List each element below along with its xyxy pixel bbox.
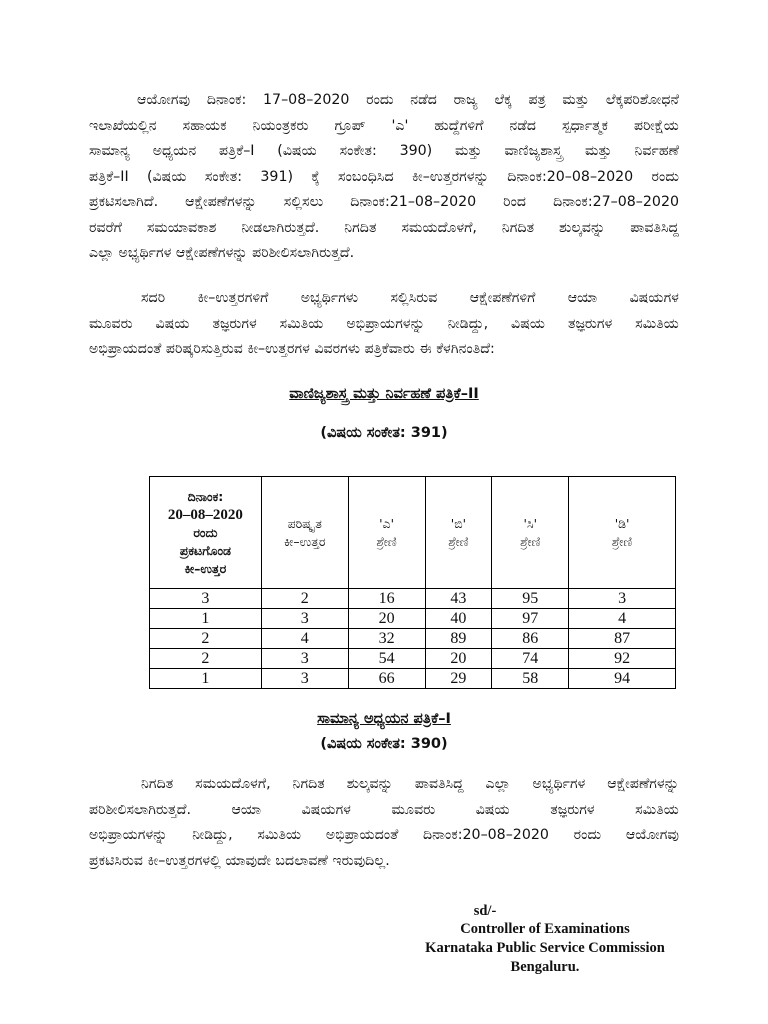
- header-series-d: 'ಡಿ' ಶ್ರೇಣಿ: [569, 477, 676, 589]
- text-line: ಪ್ರಕಟಿಸಿರುವ ಕೀ–ಉತ್ತರಗಳಲ್ಲಿ ಯಾವುದೇ ಬದಲಾವಣೆ ಇರುವುದಿಲ್ಲ.: [89, 852, 390, 869]
- revised-key-table: [149, 476, 676, 689]
- signatory-organization: Karnataka Public Service Commission: [425, 940, 665, 956]
- table-cell: 66: [348, 669, 425, 689]
- table-cell: 40: [425, 609, 492, 629]
- table-cell: 43: [425, 589, 492, 609]
- table-cell: 3: [261, 609, 348, 629]
- table-cell: 20: [425, 649, 492, 669]
- table-cell: 16: [348, 589, 425, 609]
- text-line: ಅಭಿಪ್ರಾಯಗಳನ್ನು ನೀಡಿದ್ದು, ಸಮಿತಿಯ ಅಭಿಪ್ರಾಯದಂತೆ ದಿನಾಂಕ:20–08–2020 ರಂದು ಆಯೋಗವು: [89, 827, 679, 843]
- header-series-b: 'ಬಿ' ಶ್ರೇಣಿ: [425, 477, 492, 589]
- objections-paragraph: [89, 286, 679, 363]
- table-cell: 89: [425, 629, 492, 649]
- table-cell: 3: [261, 669, 348, 689]
- table-row: [150, 649, 676, 669]
- table-cell: 20: [348, 609, 425, 629]
- intro-paragraph: [89, 88, 679, 267]
- subject-code-391: (ವಿಷಯ ಸಂಕೇತ: 391): [320, 425, 448, 441]
- text-line: ಆಯೋಗವು ದಿನಾಂಕ: 17–08–2020 ರಂದು ನಡೆದ ರಾಜ್ಯ ಲೆಕ್ಕ ಪತ್ರ ಮತ್ತು ಲೆಕ್ಕಪರಿಶೋಧನೆ: [137, 92, 679, 108]
- signatory-city: Bengaluru.: [510, 959, 580, 975]
- table-cell: 92: [569, 649, 676, 669]
- text-line: ಪತ್ರಿಕೆ–II (ವಿಷಯ ಸಂಕೇತ: 391) ಕ್ಕೆ ಸಂಬಂಧಿಸಿದ ಕೀ–ಉತ್ತರಗಳನ್ನು ದಿನಾಂಕ:20–08–2020 ರಂದು: [89, 168, 679, 185]
- subject-code-390: (ವಿಷಯ ಸಂಕೇತ: 390): [320, 736, 448, 752]
- table-row: [150, 669, 676, 689]
- text-line: ರವರೆಗೆ ಸಮಯಾವಕಾಶ ನೀಡಲಾಗಿರುತ್ತದೆ. ನಿಗದಿತ ಸಮಯದೊಳಗೆ, ನಿಗದಿತ ಶುಲ್ಕವನ್ನು ಪಾವತಿಸಿದ್ದ: [89, 219, 679, 236]
- table-row: [150, 629, 676, 649]
- header-series-a: 'ಎ' ಶ್ರೇಣಿ: [348, 477, 425, 589]
- signature-mark: sd/-: [473, 903, 497, 919]
- table-row: [150, 609, 676, 629]
- header-revised-key: ಪರಿಷ್ಕೃತ ಕೀ–ಉತ್ತರ: [261, 477, 348, 589]
- table-row: [150, 589, 676, 609]
- table-cell: 32: [348, 629, 425, 649]
- text-line: ಸದರಿ ಕೀ–ಉತ್ತರಗಳಿಗೆ ಅಭ್ಯರ್ಥಿಗಳು ಸಲ್ಲಿಸಿರುವ ಆಕ್ಷೇಪಣೆಗಳಿಗೆ ಆಯಾ ವಿಷಯಗಳ: [141, 290, 679, 306]
- text-line: ಎಲ್ಲಾ ಅಭ್ಯರ್ಥಿಗಳ ಆಕ್ಷೇಪಣೆಗಳನ್ನು ಪರಿಶೀಲಿಸಲಾಗಿರುತ್ತದೆ.: [89, 245, 355, 261]
- text-line: ಅಭಿಪ್ರಾಯದಂತೆ ಪರಿಷ್ಕರಿಸುತ್ತಿರುವ ಕೀ–ಉತ್ತರಗಳ ವಿವರಗಳು ಪತ್ರಿಕೆವಾರು ಈ ಕೆಳಗಿನಂತಿದೆ:: [89, 341, 495, 357]
- text-line: ನಿಗದಿತ ಸಮಯದೊಳಗೆ, ನಿಗದಿತ ಶುಲ್ಕವನ್ನು ಪಾವತಿಸಿದ್ದ ಎಲ್ಲಾ ಅಭ್ಯರ್ಥಿಗಳ ಆಕ್ಷೇಪಣೆಗಳನ್ನು: [141, 776, 679, 792]
- section-title-paper2: ವಾಣಿಜ್ಯಶಾಸ್ತ್ರ ಮತ್ತು ನಿರ್ವಹಣೆ ಪತ್ರಿಕೆ–II: [289, 386, 479, 402]
- table-cell: 2: [261, 589, 348, 609]
- text-line: ಪ್ರಕಟಿಸಲಾಗಿದೆ. ಆಕ್ಷೇಪಣೆಗಳನ್ನು ಸಲ್ಲಿಸಲು ದಿನಾಂಕ:21–08–2020 ರಿಂದ ದಿನಾಂಕ:27–08–2020: [89, 194, 679, 210]
- table-cell: 1: [150, 609, 262, 629]
- table-cell: 94: [569, 669, 676, 689]
- table-cell: 3: [150, 589, 262, 609]
- table-cell: 3: [569, 589, 676, 609]
- text-line: ಸಾಮಾನ್ಯ ಅಧ್ಯಯನ ಪತ್ರಿಕೆ–I (ವಿಷಯ ಸಂಕೇತ: 390) ಮತ್ತು ವಾಣಿಜ್ಯಶಾಸ್ತ್ರ ಮತ್ತು ನಿರ್ವಹಣೆ: [89, 143, 679, 159]
- table-cell: 3: [261, 649, 348, 669]
- header-published-key: ದಿನಾಂಕ: 20–08–2020 ರಂದು ಪ್ರಕಟಗೊಂಡ ಕೀ–ಉತ್ತರ: [150, 477, 262, 589]
- table-header-row: [150, 477, 676, 589]
- text-line: ಇಲಾಖೆಯಲ್ಲಿನ ಸಹಾಯಕ ನಿಯಂತ್ರಕರು ಗ್ರೂಪ್ 'ಎ' ಹುದ್ದೆಗಳಿಗೆ ನಡೆದ ಸ್ಪರ್ಧಾತ್ಮಕ ಪರೀಕ್ಷೆಯ: [89, 117, 679, 134]
- table-cell: 54: [348, 649, 425, 669]
- text-line: ಮೂವರು ವಿಷಯ ತಜ್ಞರುಗಳ ಸಮಿತಿಯ ಅಭಿಪ್ರಾಯಗಳನ್ನು ನೀಡಿದ್ದು, ವಿಷಯ ತಜ್ಞರುಗಳ ಸಮಿತಿಯ: [89, 315, 679, 332]
- table-cell: 1: [150, 669, 262, 689]
- table-cell: 95: [492, 589, 569, 609]
- table-cell: 87: [569, 629, 676, 649]
- table-cell: 4: [569, 609, 676, 629]
- text-line: ಪರಿಶೀಲಿಸಲಾಗಿರುತ್ತದೆ. ಆಯಾ ವಿಷಯಗಳ ಮೂವರು ವಿಷಯ ತಜ್ಞರುಗಳ ಸಮಿತಿಯ: [89, 801, 679, 818]
- header-series-c: 'ಸಿ' ಶ್ರೇಣಿ: [492, 477, 569, 589]
- table-cell: 97: [492, 609, 569, 629]
- section-title-paper1: ಸಾಮಾನ್ಯ ಅಧ್ಯಯನ ಪತ್ರಿಕೆ–I: [317, 711, 451, 727]
- signatory-role: Controller of Examinations: [460, 921, 630, 937]
- table-cell: 74: [492, 649, 569, 669]
- table-cell: 86: [492, 629, 569, 649]
- table-cell: 4: [261, 629, 348, 649]
- table-cell: 29: [425, 669, 492, 689]
- table-cell: 58: [492, 669, 569, 689]
- table-cell: 2: [150, 649, 262, 669]
- no-change-paragraph: [89, 772, 679, 874]
- table-cell: 2: [150, 629, 262, 649]
